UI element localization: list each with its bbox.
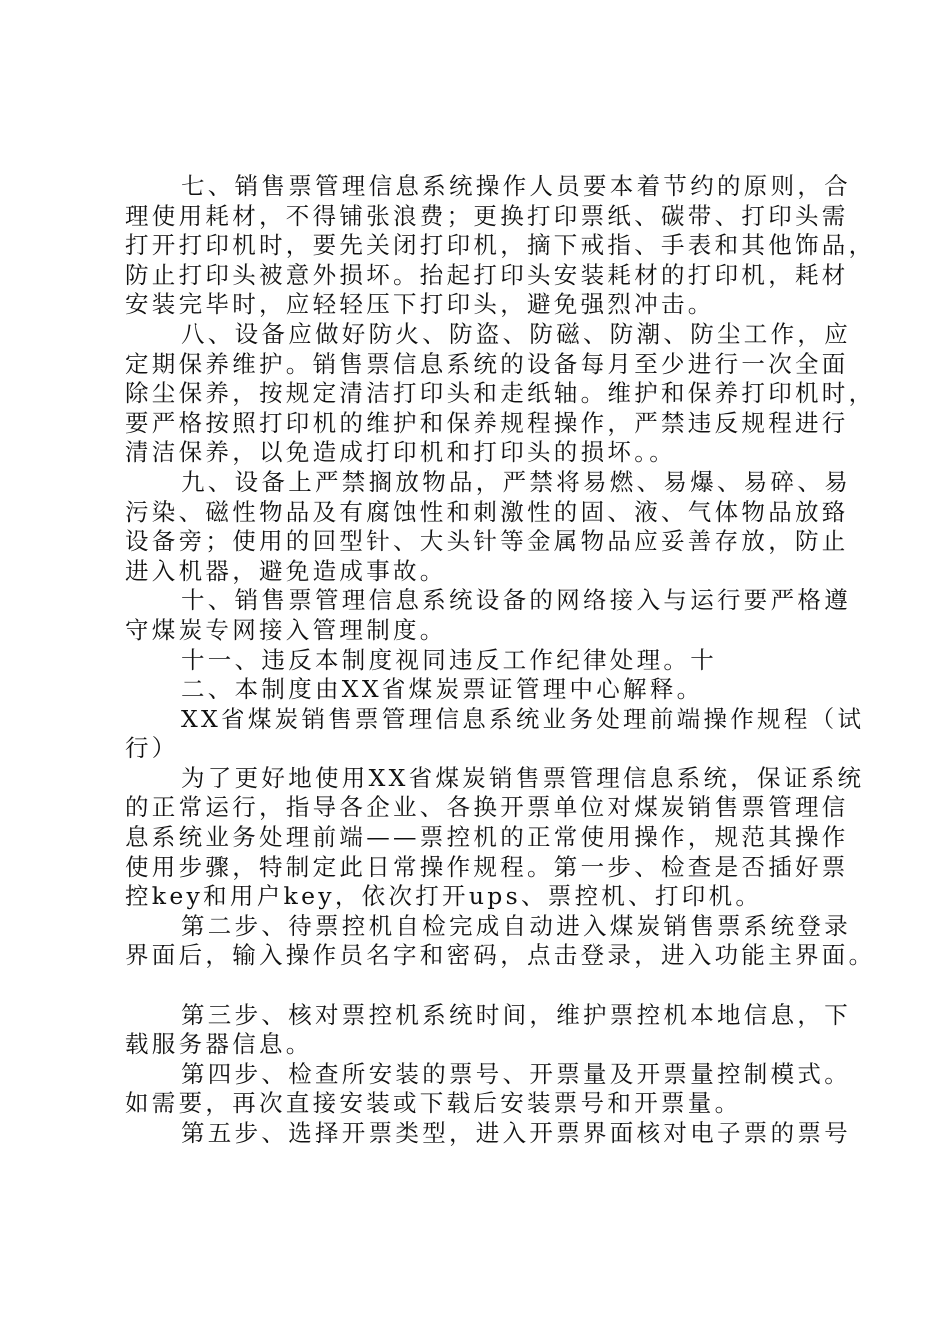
text-line: 为了更好地使用XX省煤炭销售票管理信息系统，保证系统	[181, 763, 865, 792]
text-line: 使用步骤，特制定此日常操作规程。第一步、检查是否插好票	[125, 852, 849, 881]
text-line: 守煤炭专网接入管理制度。	[125, 615, 447, 644]
text-line: 清洁保养，以免造成打印机和打印头的损坏。。	[125, 438, 677, 467]
text-line: 定期保养维护。销售票信息系统的设备每月至少进行一次全面	[125, 349, 849, 378]
text-line: 防止打印头被意外损坏。抬起打印头安装耗材的打印机，耗材	[125, 260, 849, 289]
text-line: 第三步、核对票控机系统时间，维护票控机本地信息，下	[181, 1000, 851, 1029]
text-line: 污染、磁性物品及有腐蚀性和刺激性的固、液、气体物品放臵	[125, 497, 849, 526]
text-line: 进入机器，避免造成事故。	[125, 556, 447, 585]
text-line: 第二步、待票控机自检完成自动进入煤炭销售票系统登录	[181, 911, 851, 940]
text-line: 理使用耗材，不得铺张浪费；更换打印票纸、碳带、打印头需	[125, 201, 849, 230]
blank-line	[125, 971, 845, 1001]
text-line: 息系统业务处理前端——票控机的正常使用操作，规范其操作	[125, 823, 849, 852]
text-line: 八、设备应做好防火、防盗、防磁、防潮、防尘工作，应	[181, 319, 851, 348]
text-line: 载服务器信息。	[125, 1030, 313, 1059]
text-line: 行）	[125, 734, 179, 763]
text-line: 十、销售票管理信息系统设备的网络接入与运行要严格遵	[181, 586, 851, 615]
text-line: 二、本制度由XX省煤炭票证管理中心解释。	[181, 675, 704, 704]
text-line: 的正常运行，指导各企业、各换开票单位对煤炭销售票管理信	[125, 793, 849, 822]
text-line: 控key和用户key，依次打开ups、票控机、打印机。	[125, 882, 763, 911]
text-line: 界面后，输入操作员名字和密码，点击登录，进入功能主界面。	[125, 941, 876, 970]
text-line: 设备旁；使用的回型针、大头针等金属物品应妥善存放，防止	[125, 527, 849, 556]
text-line: 九、设备上严禁搁放物品，严禁将易燃、易爆、易碎、易	[181, 467, 851, 496]
text-line: 打开打印机时，要先关闭打印机，摘下戒指、手表和其他饰品，	[125, 231, 876, 260]
text-line: 除尘保养，按规定清洁打印头和走纸轴。维护和保养打印机时，	[125, 379, 876, 408]
text-line: 如需要，再次直接安装或下载后安装票号和开票量。	[125, 1089, 742, 1118]
text-line: 第五步、选择开票类型，进入开票界面核对电子票的票号	[181, 1119, 851, 1147]
text-line: XX省煤炭销售票管理信息系统业务处理前端操作规程（试	[181, 704, 865, 733]
text-line: 第四步、检查所安装的票号、开票量及开票量控制模式。	[181, 1059, 851, 1088]
document-body	[125, 172, 876, 1149]
text-line: 七、销售票管理信息系统操作人员要本着节约的原则，合	[181, 172, 851, 200]
text-line: 要严格按照打印机的维护和保养规程操作，严禁违反规程进行	[125, 408, 849, 437]
text-line: 十一、违反本制度视同违反工作纪律处理。十	[181, 645, 717, 674]
text-line: 安装完毕时，应轻轻压下打印头，避免强烈冲击。	[125, 290, 715, 319]
